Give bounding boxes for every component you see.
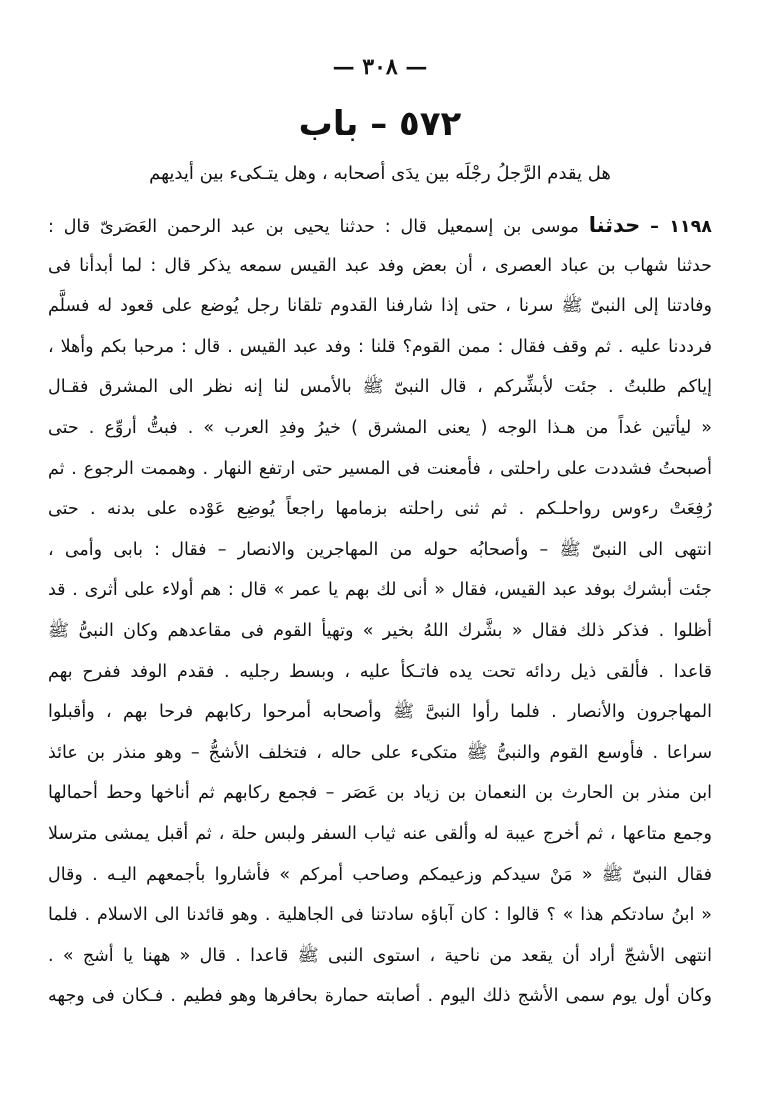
hadith-opening-line — [48, 205, 712, 246]
hadith-line: انتهى الأشجّ أراد أن يقعد من ناحية ، استوى النبى ﷺ قاعدا . قال « ههنا يا أشج » . — [48, 945, 712, 966]
hadith-line: وفادتنا إلى النبىّ ﷺ سرنا ، حتى إذا شارفنا القدوم تلقانا رجل يُوضع على قعود له فسلَّم — [48, 296, 712, 317]
hadith-line: حدثنا شهاب بن عباد العصرى ، أن بعض وفد عبد القيس سمعه يذكر قال : لما أبدأنا فى — [48, 255, 712, 276]
hadith-opening-word: حدثنا — [588, 213, 641, 237]
hadith-line: فقال النبىّ ﷺ « مَنْ سيدكم وزعيمكم وصاحب أمركم » فأشاروا بأجمعهم اليـه . وقال — [48, 864, 712, 885]
hadith-line: وجمع متاعها ، ثم أخرج عيبة له وألقى عنه ثياب السفر ولبس حلة ، ثم أقبل يمشى مترسلا — [48, 823, 712, 844]
hadith-line: إياكم طلبتُ . جئت لأبشِّركم ، قال النبىّ ﷺ بالأمس لنا إنه نظر الى المشرق فقـال — [48, 377, 712, 398]
chapter-subtitle: هل يقدم الرَّجلُ رجْلَه بين يدَى أصحابه ، وهل يتـكىء بين أيديهم — [149, 163, 611, 184]
hadith-line: أظلوا . فذكر ذلك فقال « بشَّرك اللهُ بخير » وتهيأ القوم فى مقاعدهم وكان النبىُّ ﷺ — [48, 620, 712, 641]
hadith-line: « ليأتين غداً من هـذا الوجه ( يعنى المشرق ) خيرُ وفدِ العرب » . فبتُّ أروِّع . حتى — [48, 417, 712, 438]
hadith-text — [48, 205, 712, 1017]
page-number: — ٣٠٨ — — [332, 54, 428, 80]
chapter-heading: ٥٧٢ – باب — [298, 104, 462, 144]
hadith-line: ابن منذر بن الحارث بن النعمان بن زياد بن عَصَر – فجمع ركابهم ثم أناخها وحط أحمالها — [48, 783, 712, 804]
hadith-line: قاعدا . فألقى ذيل ردائه تحت يده فاتـكأ عليه ، وبسط رجليه . فقدم الوفد ففرح بهم — [48, 661, 712, 682]
hadith-line: وكان أول يوم سمى الأشج ذلك اليوم . أصابته حمارة بحافرها وهو فطيم . فـكان فى وجهه — [48, 986, 712, 1007]
hadith-line: رُفِعَتْ رءوس رواحلـكم . ثم ثنى راحلته بزمامها راجعاً يُوضِع عَوْده على بدنه . حتى — [48, 499, 712, 520]
hadith-line: فرددنا عليه . ثم وقف فقال : ممن القوم؟ قلنا : وفد عبد القيس . قال : مرحبا بكم وأهلا ، — [48, 336, 712, 357]
hadith-line: جئت أبشرك بوفد عبد القيس، فقال « أنى لك بهم يا عمر » قال : هم أولاء على أثرى . قد — [48, 580, 712, 601]
hadith-line: سراعا . فأوسع القوم والنبىُّ ﷺ متكىء على حاله ، فتخلف الأشجُّ – وهو منذر بن عائذ — [48, 742, 712, 763]
hadith-line: انتهى الى النبىّ ﷺ – وأصحابُه حوله من المهاجرين والانصار – فقال : بابى وأمى ، — [48, 539, 712, 560]
hadith-line: « ابنُ سادتكم هذا » ؟ قالوا : كان آباؤه سادتنا فى الجاهلية . وهو قائدنا الى الاسلام . فلما — [48, 905, 712, 926]
hadith-line: المهاجرون والأنصار . فلما رأوا النبىَّ ﷺ وأصحابه أمرحوا ركابهم فرحا بهم ، وأقبلوا — [48, 702, 712, 723]
hadith-line: أصبحتُ فشددت على راحلتى ، فأمعنت فى المسير حتى ارتفع النهار . وهممت الرجوع . ثم — [48, 458, 712, 479]
hadith-number: ١١٩٨ – — [650, 217, 712, 237]
hadith-line: موسى بن إسمعيل قال : حدثنا يحيى بن عبد الرحمن العَصَرىّ قال : — [48, 217, 579, 237]
